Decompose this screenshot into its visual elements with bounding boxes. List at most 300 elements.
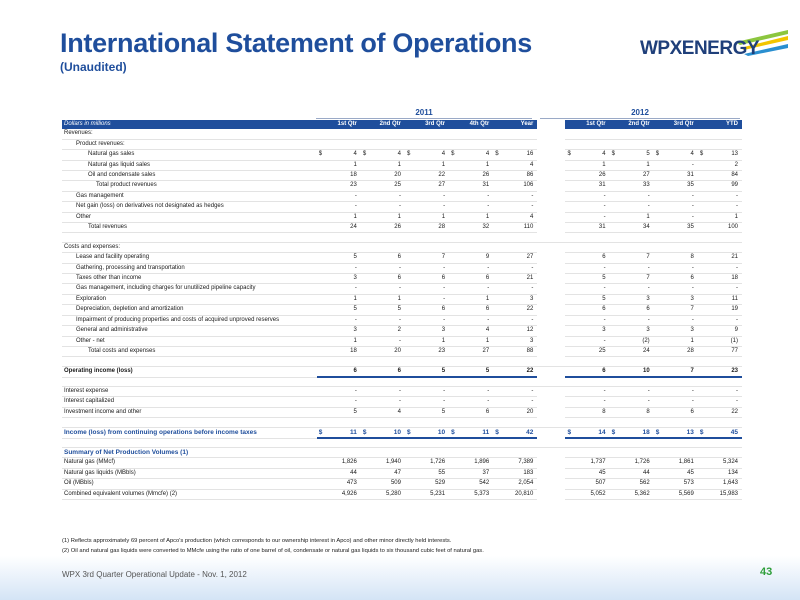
cell-value: 529 [435,480,446,487]
cell-value: 4 [397,408,401,415]
value-cell [449,336,493,346]
value-cell [698,366,742,377]
cell-value: 7 [441,254,446,261]
value-cell [565,129,609,139]
value-cell [493,263,537,273]
column-gap [537,171,565,181]
value-cell [654,150,698,160]
value-cell [610,129,654,139]
cell-value: 4 [530,161,534,168]
row-label: Total product revenues [62,181,317,191]
value-cell [405,346,449,356]
row-label: Interest capitalized [62,397,317,407]
value-cell [405,489,449,499]
value-cell [565,346,609,356]
cell-value: 8 [602,408,606,415]
cell-value: 55 [438,469,446,476]
row-label: Costs and expenses: [62,242,317,252]
value-cell [493,326,537,336]
cell-value: 1,726 [634,459,650,466]
value-cell [610,468,654,478]
value-cell [405,377,449,386]
value-cell [565,212,609,222]
cell-value: 183 [523,469,534,476]
cell-value: - [443,295,446,302]
value-cell [565,202,609,212]
value-cell [610,253,654,263]
value-cell [361,427,405,438]
value-cell [493,181,537,191]
value-cell [361,326,405,336]
cell-value: - [531,388,534,395]
page-title: International Statement of Operations [60,28,532,58]
cell-value: 2 [397,327,401,334]
value-cell [610,407,654,417]
table-row [62,294,742,304]
table-row [62,326,742,336]
cell-value: 5 [353,254,357,261]
cell-value: 1,726 [430,459,446,466]
value-cell [361,191,405,201]
row-label: Gathering, processing and transportation [62,263,317,273]
cell-value: 22 [526,367,534,374]
row-label: Gas management [62,191,317,201]
value-cell [449,315,493,325]
cell-value: 1 [485,161,490,168]
cell-value: - [487,192,490,199]
column-header-2012-q2: 2nd Qtr [610,120,654,129]
value-cell [565,191,609,201]
value-cell [317,274,361,284]
value-cell [698,129,742,139]
cell-value: - [398,203,401,210]
table-row [62,336,742,346]
value-cell [493,233,537,242]
value-cell [698,357,742,366]
value-cell [565,315,609,325]
value-cell [493,336,537,346]
column-gap [537,212,565,222]
value-cell [610,387,654,397]
value-cell [317,458,361,468]
currency-symbol: $ [406,428,411,436]
cell-value: 9 [485,254,490,261]
row-label: Summary of Net Production Volumes (1) [62,447,317,457]
cell-value: 1,643 [722,480,738,487]
value-cell [449,346,493,356]
cell-value: 26 [482,172,490,179]
value-cell [565,438,609,447]
cell-value: 6 [485,408,490,415]
cell-value: - [736,388,738,395]
value-cell [317,202,361,212]
value-cell [361,397,405,407]
value-cell [405,447,449,457]
cell-value: - [398,192,401,199]
cell-value: 47 [394,469,401,476]
value-cell [698,447,742,457]
cell-value: 6 [602,306,606,313]
value-cell [610,263,654,273]
value-cell [361,468,405,478]
cell-value: - [487,203,490,210]
cell-value: 22 [731,408,738,415]
value-cell [361,479,405,489]
cell-value: 25 [394,182,401,189]
value-cell [654,242,698,252]
table-row [62,191,742,201]
value-cell [654,294,698,304]
table-row [62,346,742,356]
cell-value: - [443,398,446,405]
cell-value: 4 [397,151,401,158]
value-cell [654,263,698,273]
table-row [62,438,742,447]
value-cell [405,387,449,397]
column-header-2012-q1: 1st Qtr [565,120,609,129]
cell-value: 31 [598,182,606,189]
value-cell [493,315,537,325]
cell-value: - [736,203,738,210]
value-cell [610,377,654,386]
cell-value: 1 [602,161,606,168]
value-cell [405,479,449,489]
cell-value: 542 [479,480,490,487]
value-cell [654,407,698,417]
value-cell [493,139,537,149]
value-cell [361,387,405,397]
value-cell [361,357,405,366]
cell-value: - [691,203,694,210]
currency-symbol: $ [318,151,323,158]
value-cell [493,489,537,499]
value-cell [610,181,654,191]
value-cell [565,458,609,468]
column-gap [537,447,565,457]
table-row [62,129,742,139]
value-cell [405,468,449,478]
cell-value: - [736,398,738,405]
value-cell [698,346,742,356]
value-cell [405,315,449,325]
row-label: Exploration [62,294,317,304]
year-2012-label: 2012 [631,108,649,117]
cell-value: - [691,264,694,271]
value-cell [698,242,742,252]
cell-value: 1 [485,213,490,220]
value-cell [493,468,537,478]
value-cell [361,447,405,457]
cell-value: 5 [441,367,446,374]
value-cell [405,191,449,201]
value-cell [654,233,698,242]
value-cell [317,418,361,427]
cell-value: 6 [441,306,446,313]
value-cell [698,223,742,233]
value-cell [317,160,361,170]
cell-value: 5,324 [722,459,738,466]
cell-value: 1 [397,295,401,302]
cell-value: 10 [437,428,446,436]
cell-value: 22 [526,306,534,313]
table-row [62,315,742,325]
value-cell [698,274,742,284]
cell-value: 26 [394,224,401,231]
value-cell [317,263,361,273]
value-cell [405,397,449,407]
row-label: Other - net [62,336,317,346]
cell-value: 5 [397,306,401,313]
row-label: Taxes other than income [62,274,317,284]
column-gap [537,377,565,386]
cell-value: 5 [602,275,606,282]
value-cell [493,397,537,407]
cell-value: - [443,192,446,199]
value-cell [698,427,742,438]
value-cell [565,357,609,366]
value-cell [565,263,609,273]
cell-value: 1,737 [590,459,606,466]
cell-value: 110 [523,224,534,231]
cell-value: 5 [602,295,606,302]
cell-value: 5,231 [430,490,446,497]
cell-value: 3 [646,295,650,302]
cell-value: 6 [690,408,694,415]
row-label: Natural gas liquids (MBbls) [62,468,317,478]
value-cell [698,181,742,191]
value-cell [654,223,698,233]
value-cell [405,212,449,222]
value-cell [610,150,654,160]
column-gap [537,479,565,489]
value-cell [698,294,742,304]
value-cell [361,212,405,222]
value-cell [449,326,493,336]
column-header-2011-year: Year [493,120,537,129]
value-cell [317,397,361,407]
value-cell [405,294,449,304]
column-gap [537,294,565,304]
value-cell [493,387,537,397]
value-cell [405,263,449,273]
value-cell [610,305,654,315]
cell-value: 5,362 [634,490,650,497]
cell-value: 18 [350,347,357,354]
value-cell [361,223,405,233]
value-cell [361,366,405,377]
cell-value: - [398,388,401,395]
column-gap [537,120,565,129]
cell-value: 15,983 [719,490,738,497]
cell-value: - [647,192,650,199]
cell-value: 4,926 [341,490,357,497]
page-number: 43 [760,566,773,578]
value-cell [610,191,654,201]
value-cell [654,427,698,438]
cell-value: - [487,398,490,405]
value-cell [698,489,742,499]
value-cell [610,202,654,212]
value-cell [698,160,742,170]
value-cell [654,181,698,191]
cell-value: 5,052 [590,490,606,497]
row-label: Natural gas liquid sales [62,160,317,170]
value-cell [698,305,742,315]
value-cell [405,357,449,366]
wpx-energy-logo [640,28,790,78]
column-gap [537,284,565,294]
value-cell [654,139,698,149]
cell-value: 77 [731,347,738,354]
value-cell [654,202,698,212]
value-cell [654,397,698,407]
value-cell [361,305,405,315]
cell-value: 20 [526,408,534,415]
table-row [62,139,742,149]
cell-value: 4 [690,151,694,158]
currency-symbol: $ [699,428,704,436]
cell-value: - [443,316,446,323]
value-cell [317,357,361,366]
value-cell [317,294,361,304]
cell-value: - [398,264,401,271]
cell-value: 27 [526,254,534,261]
value-cell [317,479,361,489]
value-cell [610,284,654,294]
cell-value: 31 [598,224,606,231]
value-cell [610,223,654,233]
cell-value: 31 [687,172,694,179]
cell-value: - [354,388,357,395]
cell-value: - [691,161,694,168]
column-gap [537,438,565,447]
value-cell [654,212,698,222]
value-cell [449,129,493,139]
table-row [62,160,742,170]
cell-value: 27 [482,347,490,354]
currency-symbol: $ [655,151,660,158]
value-cell [493,377,537,386]
cell-value: 6 [485,275,490,282]
value-cell [493,129,537,139]
column-gap [537,139,565,149]
value-cell [493,274,537,284]
value-cell [449,233,493,242]
cell-value: - [531,203,534,210]
value-cell [493,223,537,233]
table-row [62,489,742,499]
cell-value: - [736,285,738,292]
value-cell [565,181,609,191]
cell-value: 11 [349,428,357,436]
cell-value: - [531,398,534,405]
value-cell [698,263,742,273]
value-cell [565,171,609,181]
column-gap [537,233,565,242]
cell-value: 3 [530,295,534,302]
value-cell [565,274,609,284]
value-cell [449,438,493,447]
column-gap [537,305,565,315]
column-gap [537,458,565,468]
value-cell [493,202,537,212]
value-cell [565,305,609,315]
value-cell [405,418,449,427]
cell-value: 6 [602,254,606,261]
value-cell [493,447,537,457]
value-cell [654,377,698,386]
cell-value: - [691,192,694,199]
cell-value: 1 [353,337,357,344]
table-row [62,223,742,233]
value-cell [449,191,493,201]
value-cell [317,346,361,356]
cell-value: 3 [530,337,534,344]
value-cell [565,233,609,242]
cell-value: - [736,192,738,199]
value-cell [317,139,361,149]
cell-value: 3 [353,275,357,282]
cell-value: - [691,388,694,395]
value-cell [361,171,405,181]
value-cell [361,263,405,273]
cell-value: 35 [687,224,694,231]
cell-value: 4 [353,151,357,158]
cell-value: 106 [523,182,534,189]
cell-value: 4 [485,151,490,158]
currency-symbol: $ [362,428,367,436]
cell-value: 2,054 [518,480,534,487]
value-cell [449,427,493,438]
value-cell [317,233,361,242]
cell-value: 12 [526,327,534,334]
cell-value: - [354,192,357,199]
value-cell [317,489,361,499]
value-cell [361,489,405,499]
cell-value: - [487,264,490,271]
cell-value: 7 [690,306,694,313]
value-cell [361,139,405,149]
value-cell [698,212,742,222]
value-cell [317,326,361,336]
cell-value: - [691,316,694,323]
value-cell [493,160,537,170]
value-cell [610,366,654,377]
table-row [62,202,742,212]
value-cell [449,223,493,233]
value-cell [654,489,698,499]
value-cell [698,418,742,427]
currency-symbol: $ [406,151,411,158]
column-gap [537,326,565,336]
cell-value: 25 [598,347,606,354]
currency-symbol: $ [567,151,571,158]
value-cell [361,253,405,263]
value-cell [449,139,493,149]
value-cell [493,253,537,263]
column-gap [537,242,565,252]
value-cell [565,223,609,233]
value-cell [654,284,698,294]
cell-value: - [443,264,446,271]
value-cell [317,438,361,447]
cell-value: - [691,285,694,292]
cell-value: 20 [394,172,401,179]
value-cell [317,129,361,139]
value-cell [361,438,405,447]
value-cell [317,427,361,438]
value-cell [654,171,698,181]
